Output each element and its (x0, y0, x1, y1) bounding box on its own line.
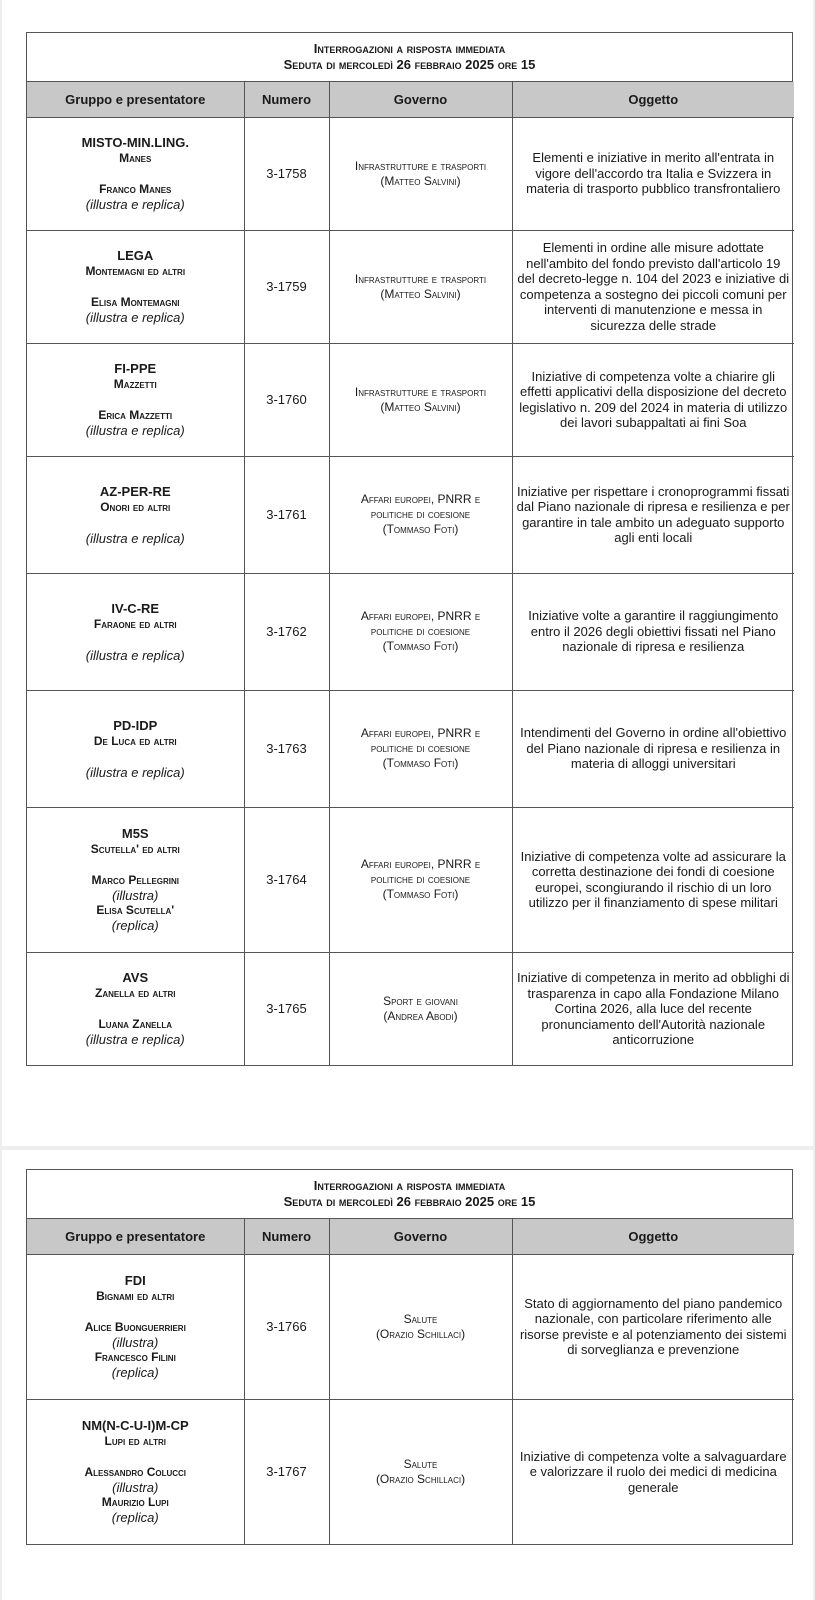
group-name: PD-IDP (113, 717, 158, 733)
presenter: Scutella' ed altri (90, 842, 180, 856)
group-name: M5S (121, 826, 149, 841)
session-date: 26 febbraio 2025 (396, 1194, 495, 1209)
column-headers (27, 82, 794, 117)
cell-subject: Iniziative di competenza volte a salvaguardare e valorizzare il ruolo dei medici di medicina generale (512, 1399, 794, 1544)
ministry: Affari europei, PNRR e (360, 726, 481, 740)
header-session (284, 1194, 536, 1210)
questions-table (27, 1219, 794, 1544)
cell-number: 3-1758 (244, 117, 329, 230)
column-header-subject: Oggetto (512, 1219, 794, 1254)
column-header-subject: Oggetto (512, 82, 794, 117)
ministry-cont: politiche di coesione (370, 741, 471, 755)
session-date: 26 febbraio 2025 (396, 57, 495, 72)
cell-number: 3-1759 (244, 230, 329, 343)
ministry: Infrastrutture e trasporti (354, 384, 487, 399)
speaker-name: Alessandro Colucci (84, 1465, 187, 1480)
column-header-government: Governo (329, 1219, 512, 1254)
speaker-role: (replica) (111, 1365, 159, 1380)
cell-group-presenter (27, 117, 244, 230)
cell-government (329, 343, 512, 456)
session-hour: 15 (520, 57, 536, 72)
cell-subject: Iniziative per rispettare i cronoprogrammi fissati dal Piano nazionale di ripresa e resilienza e per garantire in tale ambito un adeguato supporto agli enti locali (512, 456, 794, 573)
cell-group-presenter (27, 343, 244, 456)
header-session (284, 57, 536, 73)
minister: (Matteo Salvini) (380, 173, 461, 188)
ministry: Sport e giovani (383, 993, 458, 1008)
session-hour: 15 (520, 1194, 536, 1209)
cell-number: 3-1760 (244, 343, 329, 456)
minister: (Orazio Schillaci) (375, 1326, 466, 1341)
speaker-role: (illustra) (112, 888, 159, 903)
cell-subject: Elementi in ordine alle misure adottate nell'ambito del fondo previsto dall'articolo 19 del decreto-legge n. 104 del 2023 e iniziative di competenza a sostegno dei piccoli comuni per interventi di manutenzione e messa in sicurezza delle strade (512, 230, 794, 343)
cell-number: 3-1761 (244, 456, 329, 573)
column-header-number: Numero (244, 82, 329, 117)
cell-number: 3-1763 (244, 690, 329, 807)
column-header-group: Gruppo e presentatore (27, 1219, 244, 1254)
group-name: LEGA (117, 248, 154, 263)
ministry: Affari europei, PNRR e (360, 857, 481, 871)
presenter: Mazzetti (113, 377, 157, 391)
ministry: Infrastrutture e trasporti (354, 158, 487, 173)
cell-subject: Stato di aggiornamento del piano pandemico nazionale, con particolare riferimento alle risorse previste e al potenziamento dei sistemi di sorveglianza e prevenzione (512, 1254, 794, 1399)
minister: (Tommaso Foti) (382, 887, 459, 901)
table-row (27, 573, 794, 690)
cell-government (329, 573, 512, 690)
column-header-group: Gruppo e presentatore (27, 82, 244, 117)
table-header (27, 33, 792, 82)
cell-group-presenter (27, 807, 244, 952)
speaker-name: Maurizio Lupi (101, 1495, 169, 1510)
speaker-name: Franco Manes (99, 182, 172, 196)
speaker-role: (illustra e replica) (85, 197, 185, 212)
speaker-role: (illustra e replica) (85, 310, 185, 325)
speaker-role: (illustra e replica) (85, 1032, 185, 1048)
presenter: Montemagni ed altri (85, 264, 186, 278)
cell-number: 3-1764 (244, 807, 329, 952)
speaker-name: Francesco Filini (94, 1350, 176, 1364)
session-table-2 (26, 1169, 793, 1545)
questions-table (27, 82, 794, 1065)
session-hour-label: ore (497, 1194, 518, 1209)
ministry-cont: politiche di coesione (370, 507, 471, 521)
presenter: Lupi ed altri (104, 1434, 166, 1449)
group-name: FDI (124, 1273, 146, 1288)
cell-government (329, 230, 512, 343)
cell-government (329, 1399, 512, 1544)
session-table-1 (26, 32, 793, 1066)
column-header-government: Governo (329, 82, 512, 117)
cell-government (329, 690, 512, 807)
cell-subject: Intendimenti del Governo in ordine all'obiettivo del Piano nazionale di ripresa e resilienza in materia di alloggi universitari (512, 690, 794, 807)
column-header-number: Numero (244, 1219, 329, 1254)
group-name: AVS (122, 970, 149, 986)
presenter: Manes (119, 151, 152, 165)
group-name: FI-PPE (114, 361, 157, 376)
cell-subject: Iniziative di competenza in merito ad obblighi di trasparenza in capo alla Fondazione Milano Cortina 2026, alla luce del recente pronunciamento dell'Autorità nazionale anticorruzione (512, 952, 794, 1065)
group-name: AZ-PER-RE (99, 483, 171, 499)
speaker-role: (illustra) (112, 1480, 159, 1496)
ministry: Salute (403, 1311, 438, 1326)
cell-government (329, 117, 512, 230)
document-page-2 (2, 1150, 813, 1600)
table-row (27, 690, 794, 807)
cell-government (329, 952, 512, 1065)
cell-group-presenter (27, 1399, 244, 1544)
group-name: MISTO-MIN.LING. (81, 135, 189, 150)
cell-number: 3-1765 (244, 952, 329, 1065)
table-header (27, 1170, 792, 1219)
cell-group-presenter (27, 230, 244, 343)
cell-group-presenter (27, 573, 244, 690)
speaker-role: (replica) (111, 1510, 159, 1526)
cell-subject: Iniziative volte a garantire il raggiungimento entro il 2026 degli obiettivi fissati nel Piano nazionale di ripresa e resilienza (512, 573, 794, 690)
cell-government (329, 1254, 512, 1399)
cell-subject: Iniziative di competenza volte ad assicurare la corretta destinazione dei fondi di coesione europei, scongiurando il rischio di un loro utilizzo per il finanziamento di spese militari (512, 807, 794, 952)
cell-number: 3-1766 (244, 1254, 329, 1399)
speaker-name: Alice Buonguerrieri (84, 1320, 186, 1334)
document-page-1 (2, 0, 813, 1146)
speaker-role: (illustra e replica) (85, 647, 185, 663)
table-row (27, 456, 794, 573)
cell-subject: Iniziative di competenza volte a chiarire gli effetti applicativi della disposizione del decreto legislativo n. 209 del 2024 in materia di utilizzo dei lavori subappaltati ai fini Soa (512, 343, 794, 456)
speaker-name: Luana Zanella (98, 1017, 173, 1032)
minister: (Tommaso Foti) (382, 639, 459, 653)
speaker-role: (illustra e replica) (85, 764, 185, 780)
table-row (27, 807, 794, 952)
cell-group-presenter (27, 952, 244, 1065)
speaker-name: Elisa Montemagni (91, 295, 180, 309)
ministry: Affari europei, PNRR e (360, 609, 481, 623)
minister: (Andrea Abodi) (383, 1008, 458, 1023)
session-label: Seduta di mercoledì (283, 1194, 393, 1209)
cell-number: 3-1767 (244, 1399, 329, 1544)
table-row (27, 952, 794, 1065)
table-row (27, 1254, 794, 1399)
table-row (27, 343, 794, 456)
cell-government (329, 456, 512, 573)
speaker-role: (replica) (111, 918, 159, 933)
minister: (Tommaso Foti) (382, 522, 459, 536)
session-hour-label: ore (497, 57, 518, 72)
header-title: Interrogazioni a risposta immediata (313, 1178, 506, 1193)
cell-subject: Elementi e iniziative in merito all'entrata in vigore dell'accordo tra Italia e Svizzera in materia di trasporto pubblico transfrontaliero (512, 117, 794, 230)
ministry-cont: politiche di coesione (370, 872, 471, 886)
cell-number: 3-1762 (244, 573, 329, 690)
table-row (27, 117, 794, 230)
table-row (27, 1399, 794, 1544)
minister: (Matteo Salvini) (380, 286, 461, 301)
group-name: IV-C-RE (111, 600, 160, 616)
minister: (Matteo Salvini) (380, 399, 461, 414)
presenter: Bignami ed altri (96, 1289, 175, 1303)
ministry: Infrastrutture e trasporti (354, 271, 487, 286)
presenter: Faraone ed altri (93, 616, 177, 631)
presenter: Onori ed altri (100, 499, 171, 514)
speaker-name: Elisa Scutella' (96, 903, 175, 917)
cell-government (329, 807, 512, 952)
table-row (27, 230, 794, 343)
session-label: Seduta di mercoledì (283, 57, 393, 72)
ministry: Salute (403, 1456, 438, 1471)
column-headers (27, 1219, 794, 1254)
speaker-name: Erica Mazzetti (98, 408, 173, 422)
speaker-role: (illustra) (112, 1335, 159, 1350)
speaker-role: (illustra e replica) (85, 530, 185, 546)
speaker-role: (illustra e replica) (85, 423, 185, 438)
speaker-name: Marco Pellegrini (91, 873, 180, 887)
cell-group-presenter (27, 690, 244, 807)
minister: (Tommaso Foti) (382, 756, 459, 770)
group-name: NM(N-C-U-I)M-CP (81, 1418, 189, 1434)
presenter: De Luca ed altri (93, 733, 177, 748)
minister: (Orazio Schillaci) (375, 1471, 466, 1486)
header-title: Interrogazioni a risposta immediata (313, 41, 506, 56)
cell-group-presenter (27, 1254, 244, 1399)
presenter: Zanella ed altri (94, 986, 176, 1001)
cell-group-presenter (27, 456, 244, 573)
ministry-cont: politiche di coesione (370, 624, 471, 638)
ministry: Affari europei, PNRR e (360, 492, 481, 506)
